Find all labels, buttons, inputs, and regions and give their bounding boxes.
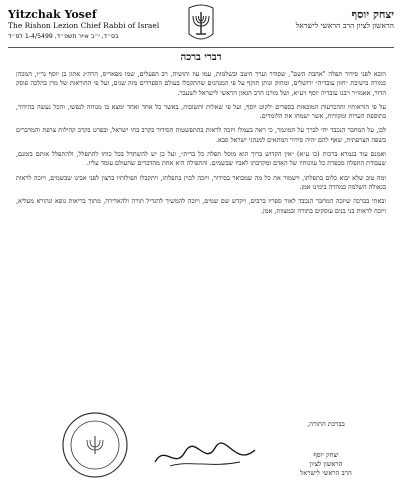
body-paragraph: ומה טוב שלא יבוא כלום בתפלתו, וישמור את כל מה שמבואר בסידור, ויזכה לכוין בתפלתו, ויתקבלו תפילותיו ברצון לפני אבינו שבשמים, ויזכה לראות בגאולה השלמה במהרה בימינו אמן. xyxy=(16,173,386,191)
body-paragraph: ואמנם עוד בגמרא ברכות (כו ע״א) ״אין הקדוש ברוך הוא מוסל תפלה כל ברית״, ועל כן יש להשתדל בכל כוחו להתפלל, ולהתפלל אותם בזמנם, שעבודת התפלה מכפרת כל עוונותיו של האדם ומקרבתו לאביו שבשמים. והתפילה היא אחת מהדברים שהעולם עומד עליו. xyxy=(16,150,386,168)
rabbi-title-english: The Rishon Lezion Chief Rabbi of Israel xyxy=(8,21,160,30)
letter-body xyxy=(16,70,386,221)
official-stamp xyxy=(60,410,130,480)
body-paragraph: הובא לפני סידור תפלה "אהבת השם", שסודר וערך היטב ובשלמות, עמו עוז ותושיה, רב הפעלים, שמו מפאריס, הרה״ג אתון בן יוסף נר״ו, המכהן כמורה בישיבת ״חזון עובדיה״ ירושלים, ומחזק ונותן תוקף על פי המנהגים שהתקבלו בעולם הספרדים מזה שנים, ועל פי ההוראות של מרן בהלכה פוסק הדור, אאמו״ר רבנו עובדיה יוסף זיע״א, ושל מורנו הרב הגאון הראשי לישראל לשעבר. xyxy=(16,70,386,97)
rabbi-name-english: Yitzchak Yosef xyxy=(8,8,97,21)
body-paragraph: ובאתי בברכה שיזכה המחבר הנכבד לאור ספריו ברבים, ויקדש שם שמים, ויזכה להמשיך להגדיל תורה ולהאדירה, מתוך בריאות גופא ונהורא מעליא, ויזכה לראות בני בנים עוסקים בתורה ובמצוות, אמן. xyxy=(16,197,386,215)
rabbi-title-hebrew: הראשון לציון הרב הראשי לישראל xyxy=(295,21,394,30)
closing-title-2: הרב הראשי לישראל xyxy=(300,469,352,477)
closing-name: יצחק יוסף xyxy=(313,451,339,459)
closing-block xyxy=(266,420,386,478)
header-divider xyxy=(8,47,394,48)
menorah-emblem-icon xyxy=(185,4,217,44)
closing-blessing: בברכת התורה, xyxy=(307,420,345,428)
letter-date: בס״ד, י״ב אייר תשפ״ד, 1-4/5499 לס״ד xyxy=(8,33,119,40)
body-paragraph: על פי הוראותיו וההכרעות המובאות בספרים ילקוט יוסף, ועל פי שאלות ותשובות, באשר כל אחד ואחד ימצא בו מנוחה לנפשו, והכל נעשה בהידור, בתוספת הערות ומקורות, אשר ישמחו את הלומדים. xyxy=(16,102,386,121)
body-paragraph: לכן, על המחבר הנכבד יחי לברך על המוגמר, כי ראה בעמלו ויזכה לראות בהתפשטות הסידור בקרב בתי ישראל, ובפרט בקרב קהילות צרפת והמדברים בשפה הצרפתית, שאף להם יהיה סידור המתאים למנהגי ישראל סבא. xyxy=(16,126,386,144)
rabbi-name-hebrew: יצחק יוסף xyxy=(351,8,394,21)
closing-title-1: הראשון לציון xyxy=(309,460,343,468)
hebrew-letterhead xyxy=(224,8,394,31)
handwritten-signature xyxy=(150,440,260,472)
english-letterhead xyxy=(8,8,173,42)
document-title: דברי ברכה xyxy=(180,52,222,63)
